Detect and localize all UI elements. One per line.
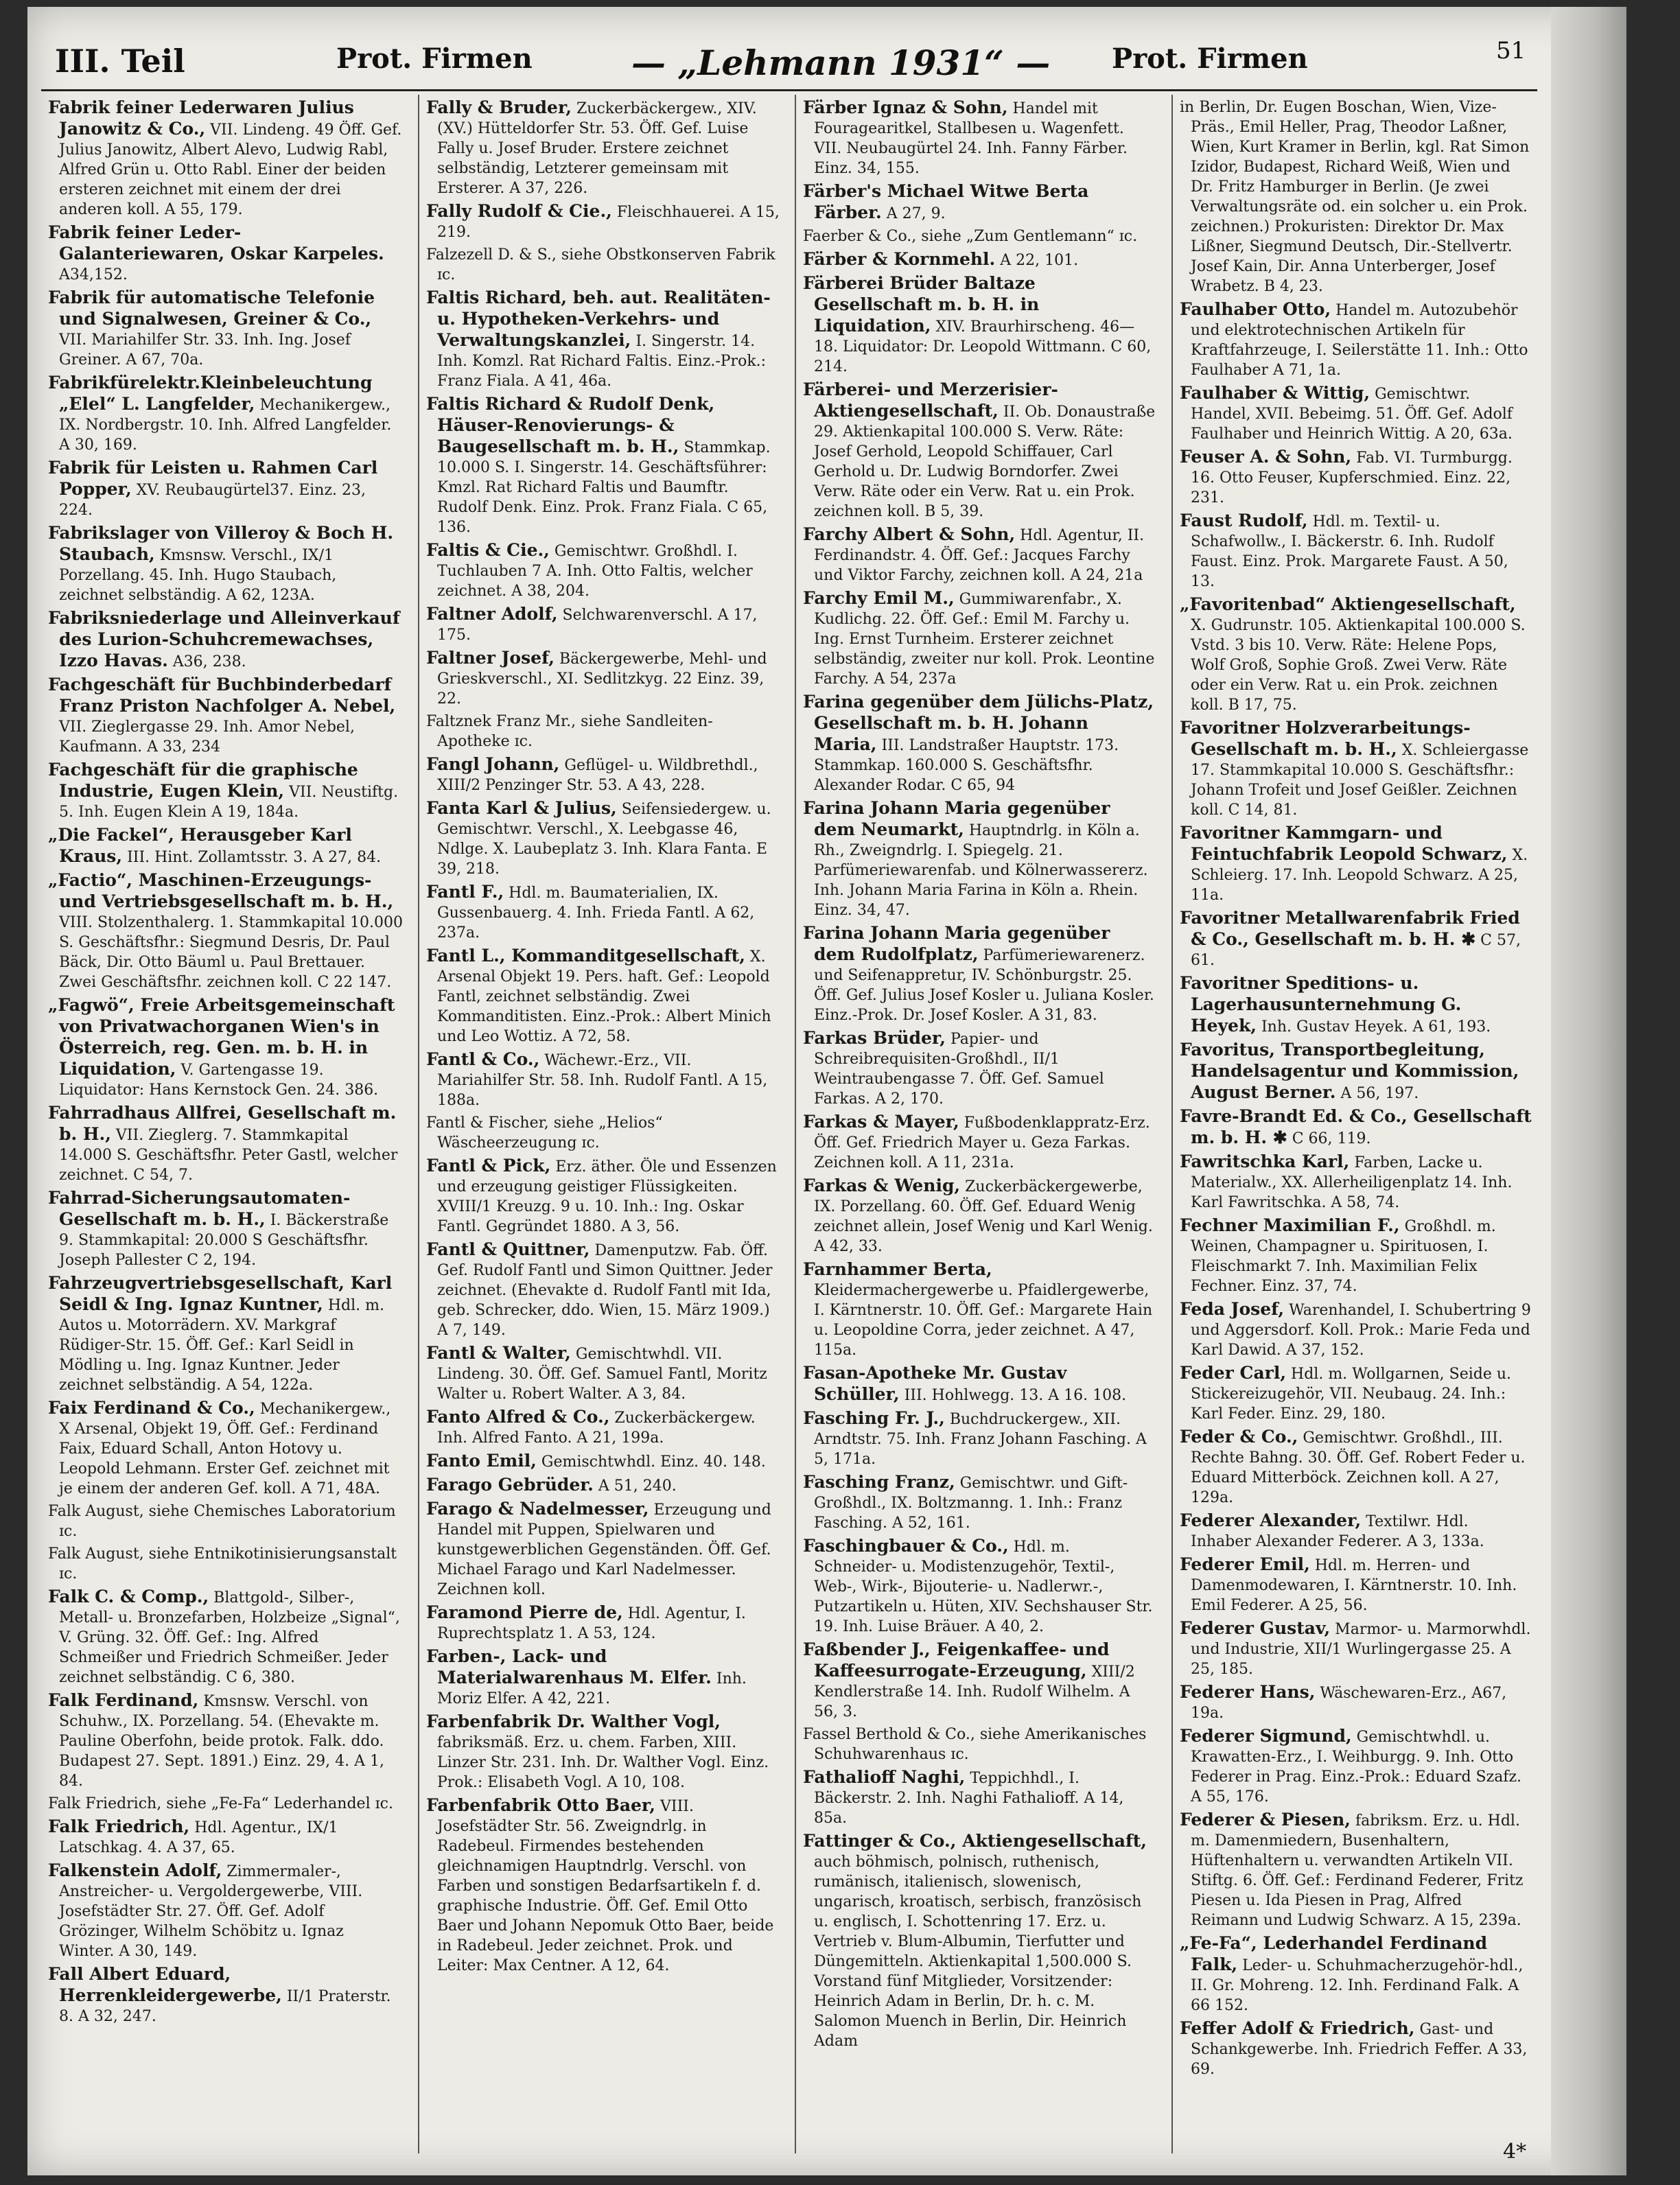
firm-name: Fabrikslager von Villeroy & Boch H. Staubach,	[48, 523, 394, 564]
directory-entry	[803, 1725, 1156, 1764]
firm-details: Erzeugung und Handel mit Puppen, Spielwaren und kunstgewerblichen Gegenständen. Öff. Gef. Michael Farago und Karl Nadelmesser. Zeichnen koll.	[437, 1502, 771, 1598]
firm-name: Fantl & Walter,	[426, 1343, 571, 1363]
directory-entry	[803, 1259, 1156, 1360]
firm-details: Zuckerbäckergewerbe, IX. Porzellang. 60. Öff. Gef. Eduard Wenig zeichnet allein, Josef Wenig und Karl Wenig. A 42, 33.	[814, 1178, 1153, 1255]
firm-details: II/1 Praterstr. 8. A 32, 247.	[59, 1988, 391, 2025]
firm-name: Farago Gebrüder.	[426, 1475, 594, 1495]
directory-entry	[48, 870, 403, 992]
directory-entry	[426, 288, 780, 391]
directory-entry	[426, 1343, 780, 1404]
firm-name: Fally & Bruder,	[426, 97, 572, 117]
firm-details: fabriksmäß. Erz. u. chem. Farben, XIII. Linzer Str. 231. Inh. Dr. Walther Vogl. Einz. Prok.: Elisabeth Vogl. A 10, 108.	[437, 1734, 769, 1791]
firm-name: Fachgeschäft für Buchbinderbedarf Franz Priston Nachfolger A. Nebel,	[48, 675, 396, 716]
firm-details: Erz. äther. Öle und Essenzen und erzeugung geistiger Flüssigkeiten. XVIII/1 Kreuzg. 9 u. 10. Inh.: Ing. Oskar Fantl. Gegründet 1880. A 3, 56.	[437, 1158, 777, 1235]
firm-details: Falk August, siehe Entnikotinisierungsanstalt ɪc.	[48, 1545, 397, 1582]
firm-details: C 57, 61.	[1191, 932, 1521, 969]
firm-details: A34,152.	[59, 266, 128, 283]
firm-name: Fabrik feiner Lederwaren Julius Janowitz & Co.,	[48, 97, 354, 139]
directory-entry	[803, 1767, 1156, 1828]
directory-entry	[48, 1273, 403, 1395]
directory-entry	[1180, 1554, 1533, 1615]
firm-name: Farbenfabrik Otto Baer,	[426, 1795, 655, 1815]
firm-name: „Die Fackel“, Herausgeber Karl Kraus,	[48, 825, 352, 866]
firm-name: Feuser A. & Sohn,	[1180, 447, 1352, 467]
firm-name: Favre-Brandt Ed. & Co., Gesellschaft m. b. H. ✱	[1180, 1106, 1532, 1147]
firm-name: Farchy Albert & Sohn,	[803, 524, 1016, 544]
column-4	[1171, 95, 1537, 2153]
directory-entry	[1180, 1810, 1533, 1930]
firm-name: Fantl L., Kommanditgesellschaft,	[426, 946, 745, 966]
firm-details: A 56, 197.	[1340, 1085, 1419, 1102]
directory-entry	[426, 1475, 780, 1496]
directory-entry	[803, 524, 1156, 585]
directory-entry	[426, 394, 780, 537]
directory-entry	[1180, 511, 1533, 592]
part-label: III. Teil	[55, 43, 185, 80]
directory-entry	[1180, 1363, 1533, 1424]
firm-details: II. Ob. Donaustraße 29. Aktienkapital 100.000 S. Verw. Räte: Josef Gerhold, Leopold Schiffauer, Carl Gerhold u. Dr. Ludwig Borndorfer. Zwei Verw. Räte oder ein Verw. Rat u. ein Prok. zeichnen koll. B 5, 39.	[814, 404, 1156, 520]
firm-name: Faix Ferdinand & Co.,	[48, 1398, 255, 1418]
firm-name: Fantl F.,	[426, 882, 504, 902]
directory-entry	[1180, 594, 1533, 715]
directory-entry	[1180, 718, 1533, 820]
directory-entry	[803, 1176, 1156, 1257]
directory-entry	[48, 995, 403, 1100]
firm-name: Feda Josef,	[1180, 1299, 1285, 1319]
firm-details: Farben, Lacke u. Materialw., XX. Allerheiligenplatz 14. Inh. Karl Fawritschka. A 58, 74.	[1191, 1154, 1513, 1211]
firm-name: Fangl Johann,	[426, 754, 560, 774]
firm-name: Faramond Pierre de,	[426, 1602, 623, 1622]
firm-details: Seifensiedergew. u. Gemischtwr. Verschl., X. Leebgasse 46, Ndlge. X. Laubeplatz 3. Inh. Klara Fanta. E 39, 218.	[437, 801, 771, 878]
firm-details: Gemischtwr. Großhdl., III. Rechte Bahng. 30. Öff. Gef. Robert Feder u. Eduard Mitterböck. Zeichnen koll. A 27, 129a.	[1191, 1429, 1526, 1506]
firm-name: Fanto Alfred & Co.,	[426, 1407, 610, 1427]
directory-entry	[48, 1398, 403, 1499]
firm-details: V. Gartengasse 19. Liquidator: Hans Kernstock Gen. 24. 386.	[59, 1062, 379, 1099]
firm-name: Farnhammer Berta,	[803, 1259, 992, 1279]
directory-entry	[1180, 383, 1533, 444]
firm-name: Farbenfabrik Dr. Walther Vogl,	[426, 1711, 721, 1731]
firm-name: Faßbender J., Feigenkaffee- und Kaffeesurrogate-Erzeugung,	[803, 1639, 1110, 1681]
firm-details: Zimmermaler-, Anstreicher- u. Vergoldergewerbe, VIII. Josefstädter Str. 27. Öff. Gef. Adolf Grözinger, Wilhelm Schöbitz u. Ignaz Winter. A 30, 149.	[59, 1863, 363, 1960]
firm-details: VII. Neustiftg. 5. Inh. Eugen Klein A 19, 184a.	[59, 784, 399, 821]
firm-details: in Berlin, Dr. Eugen Boschan, Wien, Vize-Präs., Emil Heller, Prag, Theodor Laßner, Wien, Kurt Kramer in Berlin, kgl. Rat Simon Izidor, Budapest, Richard Weiß, Wien und Dr. Fritz Hamburger in Berlin. (Je zwei Verwaltungsräte od. ein solcher u. ein Prok. zeichnen.) Prokuristen: Direktor Dr. Max Lißner, Siegmund Deutsch, Dir.-Stellvertr. Josef Kain, Dir. Anna Unterberger, Josef Wrabetz. B 4, 23.	[1180, 99, 1530, 295]
directory-entry	[426, 1407, 780, 1448]
firm-details: Textilwr. Hdl. Inhaber Alexander Federer. A 3, 133a.	[1191, 1513, 1484, 1550]
directory-entry	[48, 675, 403, 757]
firm-details: Selchwarenverschl. A 17, 175.	[437, 607, 758, 644]
directory-entry	[426, 1711, 780, 1792]
firm-name: Farago & Nadelmesser,	[426, 1499, 649, 1519]
firm-details: Faltznek Franz Mr., siehe Sandleiten-Apotheke ɪc.	[426, 713, 713, 750]
directory-entry	[426, 245, 780, 285]
firm-details: Zuckerbäckergew. Inh. Alfred Fanto. A 21, 199a.	[437, 1410, 756, 1447]
firm-details: auch böhmisch, polnisch, ruthenisch, rumänisch, italienisch, slowenisch, ungarisch, kroatisch, serbisch, französisch u. englisch, I. Schottenring 17. Erz. u. Vertrieb v. Blum-Albumin, Tierfutter und Düngemitteln. Aktienkapital 1,500.000 S. Vorstand fünf Mitglieder, Vorsitzender: Heinrich Adam in Berlin, Dr. h. c. M. Salomon Muench in Berlin, Dir. Heinrich Adam	[814, 1854, 1142, 2050]
firm-details: I. Bäckerstraße 9. Stammkapital: 20.000 S Geschäftsfhr. Joseph Pallester C 2, 194.	[59, 1212, 389, 1269]
directory-entry	[426, 712, 780, 751]
directory-entry	[803, 379, 1156, 522]
directory-entry	[1180, 2018, 1533, 2079]
firm-name: Fahrzeugvertriebsgesellschaft, Karl Seidl & Ing. Ignaz Kuntner,	[48, 1273, 393, 1314]
firm-name: Fabrikfürelektr.Kleinbeleuchtung „Elel“ L. Langfelder,	[48, 373, 373, 414]
firm-name: „Fagwö“, Freie Arbeitsgemeinschaft von Privatwachorganen Wien's in Österreich, reg. Gen. m. b. H. in Liquidation,	[48, 995, 395, 1079]
firm-details: Inh. Gustav Heyek. A 61, 193.	[1261, 1018, 1491, 1036]
firm-name: Fabrik für automatische Telefonie und Signalwesen, Greiner & Co.,	[48, 288, 375, 329]
firm-details: Inh. Moriz Elfer. A 42, 221.	[437, 1670, 747, 1707]
directory-entry	[1180, 97, 1533, 296]
firm-name: Fabrik feiner Leder-Galanteriewaren, Oskar Karpeles.	[48, 222, 384, 264]
directory-entry	[1180, 1510, 1533, 1552]
firm-name: Färber Ignaz & Sohn,	[803, 97, 1008, 117]
directory-entry	[48, 1860, 403, 1961]
section-title-left: Prot. Firmen	[336, 43, 533, 75]
directory-entry	[803, 923, 1156, 1025]
directory-entry	[426, 97, 780, 198]
firm-details: III. Hohlwegg. 13. A 16. 108.	[904, 1387, 1127, 1404]
firm-details: Bäckergewerbe, Mehl- und Grieskverschl., XI. Sedlitzkyg. 22 Einz. 39, 22.	[437, 651, 767, 708]
firm-name: Faulhaber Otto,	[1180, 299, 1331, 319]
directory-entry	[48, 1587, 403, 1687]
firm-name: Fasan-Apotheke Mr. Gustav Schüller,	[803, 1363, 1067, 1404]
firm-details: Fleischhauerei. A 15, 219.	[437, 204, 780, 241]
directory-entry	[48, 1502, 403, 1541]
directory-entry	[803, 1536, 1156, 1637]
publication-title: — „Lehmann 1931“ —	[631, 43, 1051, 83]
firm-details: fabriksm. Erz. u. Hdl. m. Damenmiedern, Busenhaltern, Hüftenhaltern u. verwandten Artikeln VII. Stiftg. 6. Öff. Gef.: Ferdinand Federer, Fritz Piesen u. Ida Piesen in Prag, Alfred Reimann und Ludwig Schwarz. A 15, 239a.	[1191, 1812, 1524, 1929]
firm-name: Färber & Kornmehl.	[803, 249, 996, 269]
firm-details: Kmsnsw. Verschl. von Schuhw., IX. Porzellang. 54. (Ehevakte m. Pauline Oberfohn, beide protok. Falk. ddo. Budapest 27. Sept. 1891.) Einz. 29, 4. A 1, 84.	[59, 1693, 384, 1790]
firm-name: Federer Emil,	[1180, 1554, 1310, 1574]
firm-details: XV. Reubaugürtel37. Einz. 23, 224.	[59, 482, 366, 519]
directory-entry	[803, 1639, 1156, 1722]
directory-entry	[48, 1188, 403, 1270]
directory-entry	[803, 1472, 1156, 1533]
page-header	[41, 34, 1537, 91]
firm-details: Gast- und Schankgewerbe. Inh. Friedrich Feffer. A 33, 69.	[1191, 2021, 1528, 2078]
directory-entry	[48, 373, 403, 455]
directory-entry	[426, 882, 780, 943]
firm-name: Federer & Piesen,	[1180, 1810, 1351, 1830]
firm-name: Farina gegenüber dem Jülichs-Platz, Gesellschaft m. b. H. Johann Maria,	[803, 692, 1154, 754]
directory-entry	[426, 1451, 780, 1472]
firm-details: Stammkap. 10.000 S. I. Singerstr. 14. Geschäftsführer: Kmzl. Rat Richard Faltis und Baumftr. Rudolf Denk. Einz. Prok. Franz Fiala. C 65, 136.	[437, 439, 771, 536]
directory-entry	[48, 97, 403, 220]
firm-name: „Factio“, Maschinen-Erzeugungs- und Vertriebsgesellschaft m. b. H.,	[48, 870, 394, 911]
column-1	[41, 95, 407, 2153]
firm-name: Farben-, Lack- und Materialwarenhaus M. Elfer.	[426, 1646, 712, 1687]
directory-entry	[1180, 1040, 1533, 1103]
firm-name: Federer Gustav,	[1180, 1618, 1331, 1638]
firm-name: Feder Carl,	[1180, 1363, 1287, 1383]
firm-details: Falk August, siehe Chemisches Laboratorium ɪc.	[48, 1503, 396, 1540]
firm-details: XIV. Braurhirscheng. 46—18. Liquidator: Dr. Leopold Wittmann. C 60, 214.	[814, 318, 1152, 375]
firm-name: Farina Johann Maria gegenüber dem Rudolfplatz,	[803, 923, 1110, 964]
firm-details: Kleidermachergewerbe u. Pfaidlergewerbe, I. Kärntnerstr. 10. Öff. Gef.: Margarete Hain u. Leopoldine Corra, jeder zeichnet. A 47, 115a.	[814, 1282, 1153, 1359]
directory-entry	[803, 226, 1156, 246]
firm-name: Farchy Emil M.,	[803, 588, 955, 608]
directory-entry	[426, 1602, 780, 1644]
firm-name: Farkas & Wenig,	[803, 1176, 961, 1195]
directory-entry	[426, 1113, 780, 1153]
firm-details: III. Hint. Zollamtsstr. 3. A 27, 84.	[127, 849, 382, 866]
firm-details: Fab. VI. Turmburgg. 16. Otto Feuser, Kupferschmied. Einz. 22, 231.	[1191, 449, 1513, 506]
firm-details: C 66, 119.	[1292, 1130, 1371, 1147]
directory-entry	[1180, 973, 1533, 1037]
directory-entry	[803, 1408, 1156, 1469]
firm-details: Zuckerbäckergew., XIV. (XV.) Hütteldorfer Str. 53. Öff. Gef. Luise Fally u. Josef Bruder. Erstere zeichnet selbständig, Letzterer gemeinsam mit Ersterer. A 37, 226.	[437, 100, 757, 197]
firm-name: Fattinger & Co., Aktiengesellschaft,	[803, 1831, 1147, 1851]
firm-details: Gemischtwhdl. u. Krawatten-Erz., I. Weihburgg. 9. Inh. Otto Federer in Prag. Einz.-Prok.: Eduard Szafz. A 55, 176.	[1191, 1729, 1522, 1806]
firm-name: „Fe-Fa“, Lederhandel Ferdinand Falk,	[1180, 1933, 1488, 1974]
firm-details: Parfümeriewarenerz. und Seifenappretur, IV. Schönburgstr. 25. Öff. Gef. Julius Josef Kosler u. Juliana Kosler. Einz.-Prok. Dr. Josef Kosler. A 31, 83.	[814, 947, 1154, 1024]
firm-name: Fechner Maximilian F.,	[1180, 1215, 1400, 1235]
firm-details: Falk Friedrich, siehe „Fe-Fa“ Lederhandel ɪc.	[48, 1795, 393, 1812]
firm-details: A36, 238.	[172, 653, 246, 670]
firm-details: Hdl. Agentur, I. Ruprechtsplatz 1. A 53, 124.	[437, 1605, 746, 1642]
firm-details: Hdl. m. Schneider- u. Modistenzugehör, Textil-, Web-, Wirk-, Bijouterie- u. Nadlerwr.-, Putzartikeln u. Hüten, XIV. Sechshauser Str. 19. Inh. Luise Bräuer. A 40, 2.	[814, 1539, 1153, 1635]
firm-details: X. Schleierg. 17. Inh. Leopold Schwarz. A 25, 11a.	[1191, 847, 1528, 904]
firm-name: Fally Rudolf & Cie.,	[426, 201, 612, 221]
firm-name: Faltner Adolf,	[426, 604, 558, 624]
firm-name: Falk Ferdinand,	[48, 1690, 199, 1710]
firm-details: Hdl. Agentur., IX/1 Latschkag. 4. A 37, 65.	[59, 1819, 338, 1856]
firm-name: Faulhaber & Wittig,	[1180, 383, 1370, 403]
firm-details: Fassel Berthold & Co., siehe Amerikanisches Schuhwarenhaus ɪc.	[803, 1726, 1147, 1763]
firm-details: Teppichhdl., I. Bäckerstr. 2. Inh. Naghi Fathalioff. A 14, 85a.	[814, 1770, 1124, 1827]
directory-entry	[48, 1690, 403, 1791]
directory-entry	[803, 97, 1156, 178]
directory-entry	[426, 201, 780, 242]
firm-name: Fanta Karl & Julius,	[426, 798, 617, 818]
directory-entry	[1180, 1427, 1533, 1508]
firm-name: Falkenstein Adolf,	[48, 1860, 222, 1880]
directory-entry	[1180, 1106, 1533, 1149]
firm-name: Falk C. & Comp.,	[48, 1587, 209, 1606]
firm-name: Feffer Adolf & Friedrich,	[1180, 2018, 1415, 2038]
directory-entry	[426, 798, 780, 879]
firm-details: Blattgold-, Silber-, Metall- u. Bronzefarben, Holzbeize „Signal“, V. Grüng. 32. Öff. Gef.: Ing. Alfred Schmeißer und Friedrich Schmeißer. Jeder zeichnet selbständig. C 6, 380.	[59, 1589, 400, 1686]
page-edge	[1551, 7, 1626, 2175]
directory-entry	[1180, 1152, 1533, 1213]
firm-details: Wächewr.-Erz., VII. Mariahilfer Str. 58. Inh. Rudolf Fantl. A 15, 188a.	[437, 1052, 768, 1109]
firm-details: VII. Zieglergasse 29. Inh. Amor Nebel, Kaufmann. A 33, 234	[59, 718, 355, 756]
firm-details: Warenhandel, I. Schubertring 9 und Aggersdorf. Koll. Prok.: Marie Feda und Karl Dawid. A 37, 152.	[1191, 1302, 1531, 1359]
firm-name: Fahrradhaus Allfrei, Gesellschaft m. b. H.,	[48, 1103, 397, 1144]
firm-details: VIII. Stolzenthalerg. 1. Stammkapital 10.000 S. Geschäftsfhr.: Siegmund Desris, Dr. Paul Bäck, Dir. Otto Bäuml u. Paul Brettauer. Zwei Geschäftsfhr. zeichnen koll. C 22 147.	[59, 914, 403, 991]
firm-name: Farkas & Mayer,	[803, 1112, 959, 1132]
directory-entry	[48, 1103, 403, 1185]
firm-details: Faerber & Co., siehe „Zum Gentlemann“ ɪc.	[803, 228, 1138, 245]
directory-entry	[426, 648, 780, 709]
firm-name: Faust Rudolf,	[1180, 511, 1308, 530]
column-3	[795, 95, 1160, 2153]
firm-details: Mechanikergew., X Arsenal, Objekt 19, Öff. Gef.: Ferdinand Faix, Eduard Schall, Anton Hotovy u. Leopold Lehmann. Erster Gef. zeichnet mit je einem der anderen Gef. koll. A 71, 48A.	[59, 1401, 391, 1497]
firm-name: Färber's Michael Witwe Berta Färber.	[803, 181, 1089, 222]
directory-entry	[1180, 1299, 1533, 1360]
firm-name: Fasching Franz,	[803, 1472, 955, 1492]
directory-entry	[426, 1646, 780, 1709]
directory-entry	[803, 273, 1156, 377]
firm-details: Gemischtwr. Handel, XVII. Bebeimg. 51. Öff. Gef. Adolf Faulhaber und Heinrich Wittig. A 20, 63a.	[1191, 386, 1513, 443]
firm-details: Marmor- u. Marmorwhdl. und Industrie, XII/1 Wurlingergasse 25. A 25, 185.	[1191, 1621, 1531, 1678]
directory-entry	[1180, 299, 1533, 380]
firm-details: X. Gudrunstr. 105. Aktienkapital 100.000 S. Vstd. 3 bis 10. Verw. Räte: Helene Pops, Wolf Groß, Sophie Groß. Zwei Verw. Räte oder ein Verw. Rat u. ein Prok. zeichnen koll. B 17, 75.	[1191, 617, 1526, 714]
directory-entry	[426, 1239, 780, 1340]
firm-details: Gemischtwhdl. VII. Lindeng. 30. Öff. Gef. Samuel Fantl, Moritz Walter u. Robert Walter. A 3, 84.	[437, 1346, 767, 1403]
firm-name: Farina Johann Maria gegenüber dem Neumarkt,	[803, 798, 1110, 839]
firm-details: VII. Lindeng. 49 Öff. Gef. Julius Janowitz, Albert Alevo, Ludwig Rabl, Alfred Grün u. Otto Rabl. Einer der beiden ersteren zeichnet mit einem der drei anderen koll. A 55, 179.	[59, 121, 402, 218]
firm-details: Großhdl. m. Weinen, Champagner u. Spirituosen, I. Fleischmarkt 7. Inh. Maximilian Felix Fechner. Einz. 37, 74.	[1191, 1218, 1496, 1295]
firm-details: Kmsnsw. Verschl., IX/1 Porzellang. 45. Inh. Hugo Staubach, zeichnet selbständig. A 62, 123A.	[59, 547, 337, 604]
firm-name: Faltis & Cie.,	[426, 540, 550, 560]
directory-entry	[803, 1028, 1156, 1109]
signature-mark: 4*	[1503, 2140, 1527, 2164]
firm-name: Feder & Co.,	[1180, 1427, 1298, 1447]
directory-entry	[48, 1964, 403, 2026]
firm-details: X. Arsenal Objekt 19. Pers. haft. Gef.: Leopold Fantl, zeichnet selbständig. Zwei Kommanditisten. Einz.-Prok.: Albert Minich und Leo Wottiz. A 72, 58.	[437, 948, 771, 1045]
directory-entry	[48, 458, 403, 520]
firm-details: Papier- und Schreibrequisiten-Großhdl., II/1 Weintraubengasse 7. Öff. Gef. Samuel Farkas. A 2, 170.	[814, 1031, 1104, 1108]
directory-entry	[1180, 1726, 1533, 1807]
firm-details: Geflügel- u. Wildbrethdl., XIII/2 Penzinger Str. 53. A 43, 228.	[437, 757, 758, 794]
firm-name: Favoritner Speditions- u. Lagerhausunternehmung G. Heyek,	[1180, 973, 1462, 1036]
firm-details: A 51, 240.	[598, 1477, 677, 1495]
firm-details: Damenputzw. Fab. Öff. Gef. Rudolf Fantl und Simon Quittner. Jeder zeichnet. (Ehevakte d. Rudolf Fantl mit Ida, geb. Schrecker, ddo. Wien, 15. März 1909.) A 7, 149.	[437, 1242, 773, 1339]
firm-name: Fanto Emil,	[426, 1451, 537, 1471]
directory-entry	[426, 540, 780, 601]
directory-entry	[803, 798, 1156, 920]
directory-page	[27, 7, 1626, 2175]
directory-entry	[803, 588, 1156, 689]
directory-entry	[803, 249, 1156, 270]
firm-name: Fawritschka Karl,	[1180, 1152, 1350, 1171]
firm-details: Mechanikergew., IX. Nordbergstr. 10. Inh. Alfred Langfelder. A 30, 169.	[59, 397, 392, 454]
directory-entry	[426, 1795, 780, 1976]
firm-name: Farkas Brüder,	[803, 1028, 946, 1048]
firm-details: Handel m. Autozubehör und elektrotechnischen Artikeln für Kraftfahrzeuge, I. Seilerstätte 11. Inh.: Otto Faulhaber A 71, 1a.	[1191, 302, 1528, 379]
firm-name: Faltis Richard, beh. aut. Realitäten- u. Hypotheken-Verkehrs- und Verwaltungskanzlei,	[426, 288, 771, 350]
firm-details: Gemischtwr. und Gift-Großhdl., IX. Boltzmanng. 1. Inh.: Franz Fasching. A 52, 161.	[814, 1475, 1128, 1532]
directory-entry	[48, 288, 403, 370]
firm-details: Gemischtwr. Großhdl. I. Tuchlauben 7 A. Inh. Otto Faltis, welcher zeichnet. A 38, 204.	[437, 543, 753, 600]
firm-name: Federer Alexander,	[1180, 1510, 1362, 1530]
directory-entry	[48, 760, 403, 822]
firm-details: A 27, 9.	[886, 205, 946, 222]
firm-details: VIII. Josefstädter Str. 56. Zweigndrlg. in Radebeul. Firmendes bestehenden gleichnamigen Hauptndrlg. Verschl. von Farben und sonstigen Bedarfsartikeln f. d. graphische Industrie. Öff. Gef. Emil Otto Baer und Johann Nepomuk Otto Baer, beide in Radebeul. Jeder zeichnet. Prok. und Leiter: Max Centner. A 12, 64.	[437, 1798, 774, 1974]
directory-entry	[426, 1499, 780, 1600]
directory-entry	[803, 1363, 1156, 1405]
firm-details: Gummiwarenfabr., X. Kudlichg. 22. Öff. Gef.: Emil M. Farchy u. Ing. Ernst Turnheim. Ersterer zeichnet selbständig, zweiter nur koll. Prok. Leontine Farchy. A 54, 237a	[814, 591, 1155, 688]
firm-name: Färberei Brüder Baltaze Gesellschaft m. b. H. in Liquidation,	[803, 273, 1040, 336]
directory-entry	[1180, 1618, 1533, 1679]
firm-name: Faltner Josef,	[426, 648, 555, 668]
directory-entry	[48, 1816, 403, 1858]
firm-details: Fantl & Fischer, siehe „Helios“ Wäscheerzeugung ɪc.	[426, 1114, 663, 1152]
firm-name: Fasching Fr. J.,	[803, 1408, 945, 1428]
firm-details: A 22, 101.	[1000, 252, 1079, 269]
firm-details: XIII/2 Kendlerstraße 14. Inh. Rudolf Wilhelm. A 56, 3.	[814, 1663, 1135, 1720]
directory-entry	[426, 946, 780, 1047]
firm-details: I. Singerstr. 14. Inh. Komzl. Rat Richard Faltis. Einz.-Prok.: Franz Fiala. A 41, 46a.	[437, 333, 767, 390]
directory-entry	[426, 754, 780, 795]
firm-details: VII. Mariahilfer Str. 33. Inh. Ing. Josef Greiner. A 67, 70a.	[59, 331, 351, 369]
directory-entry	[48, 608, 403, 672]
firm-details: Hdl. m. Textil- u. Schafwollw., I. Bäckerstr. 6. Inh. Rudolf Faust. Einz. Prok. Margarete Faust. A 50, 13.	[1191, 513, 1508, 590]
firm-name: Fabrik für Leisten u. Rahmen Carl Popper,	[48, 458, 378, 499]
firm-details: III. Landstraßer Hauptstr. 173. Stammkap. 160.000 S. Geschäftsfhr. Alexander Rodar. C 65, 94	[814, 737, 1119, 794]
directory-entry	[1180, 447, 1533, 508]
page-number: 51	[1496, 37, 1526, 65]
firm-details: Gemischtwhdl. Einz. 40. 148.	[541, 1453, 766, 1471]
firm-name: Fathalioff Naghi,	[803, 1767, 966, 1787]
directory-entry	[48, 523, 403, 605]
directory-entry	[48, 825, 403, 867]
firm-name: Fahrrad-Sicherungsautomaten-Gesellschaft m. b. H.,	[48, 1188, 351, 1229]
directory-entry	[803, 1831, 1156, 2051]
directory-entry	[1180, 908, 1533, 970]
directory-entry	[48, 222, 403, 285]
firm-name: Fall Albert Eduard, Herrenkleidergewerbe,	[48, 1964, 282, 2005]
directory-entry	[48, 1794, 403, 1814]
firm-details: Handel mit Fouragearitkel, Stallbesen u. Wagenfett. VII. Neubaugürtel 24. Inh. Fanny Färber. Einz. 34, 155.	[814, 100, 1128, 177]
firm-name: Favoritner Holzverarbeitungs-Gesellschaft m. b. H.,	[1180, 718, 1471, 759]
firm-name: Falk Friedrich,	[48, 1816, 190, 1836]
firm-name: Färberei- und Merzerisier-Aktiengesellschaft,	[803, 379, 1058, 421]
firm-details: Wäschewaren-Erz., A67, 19a.	[1191, 1685, 1507, 1722]
firm-name: Faschingbauer & Co.,	[803, 1536, 1009, 1556]
directory-entry	[1180, 1933, 1533, 2015]
directory-entry	[1180, 1682, 1533, 1723]
directory-entry	[803, 181, 1156, 224]
firm-name: „Favoritenbad“ Aktiengesellschaft,	[1180, 594, 1516, 614]
firm-details: Falzezell D. & S., siehe Obstkonserven Fabrik ɪc.	[426, 246, 775, 283]
firm-details: Hdl. m. Autos u. Motorrädern. XV. Markgraf Rüdiger-Str. 15. Öff. Gef.: Karl Seidl in Mödling u. Ing. Ignaz Kuntner. Jeder zeichnet selbständig. A 54, 122a.	[59, 1297, 384, 1394]
directory-entry	[1180, 823, 1533, 905]
firm-details: Hauptndrlg. in Köln a. Rh., Zweigndrlg. I. Spiegelg. 21. Parfümeriewarenfab. und Kölnerwassererz. Inh. Johann Maria Farina in Köln a. Rhein. Einz. 34, 47.	[814, 822, 1148, 919]
firm-name: Federer Hans,	[1180, 1682, 1316, 1702]
firm-name: Fantl & Quittner,	[426, 1239, 590, 1259]
directory-entry	[48, 1544, 403, 1584]
directory-entry	[1180, 1215, 1533, 1296]
firm-name: Fachgeschäft für die graphische Industrie, Eugen Klein,	[48, 760, 358, 801]
firm-details: Buchdruckergew., XII. Arndtstr. 75. Inh. Franz Johann Fasching. A 5, 171a.	[814, 1411, 1147, 1468]
directory-entry	[426, 1049, 780, 1110]
firm-name: Fantl & Pick,	[426, 1156, 551, 1176]
firm-name: Favoritner Metallwarenfabrik Fried & Co., Gesellschaft m. b. H. ✱	[1180, 908, 1520, 949]
firm-details: Hdl. m. Wollgarnen, Seide u. Stickereizugehör, VII. Neubaug. 24. Inh.: Karl Feder. Einz. 29, 180.	[1191, 1366, 1512, 1423]
firm-details: Hdl. m. Baumaterialien, IX. Gussenbauerg. 4. Inh. Frieda Fantl. A 62, 237a.	[437, 885, 755, 942]
column-2	[418, 95, 784, 2153]
firm-name: Federer Sigmund,	[1180, 1726, 1352, 1746]
firm-name: Faltis Richard & Rudolf Denk, Häuser-Renovierungs- & Baugesellschaft m. b. H.,	[426, 394, 715, 456]
directory-entry	[426, 1156, 780, 1237]
firm-name: Favoritus, Transportbegleitung, Handelsagentur und Kommission, August Berner.	[1180, 1040, 1519, 1102]
directory-entry	[803, 1112, 1156, 1173]
firm-details: X. Schleiergasse 17. Stammkapital 10.000 S. Geschäftsfhr.: Johann Trofeit und Josef Geißler. Zeichnen koll. C 14, 81.	[1191, 742, 1529, 819]
section-title-right: Prot. Firmen	[1112, 43, 1308, 75]
firm-details: Hdl. Agentur, II. Ferdinandstr. 4. Öff. Gef.: Jacques Farchy und Viktor Farchy, zeichnen koll. A 24, 21a	[814, 527, 1145, 584]
firm-details: VII. Zieglerg. 7. Stammkapital 14.000 S. Geschäftsfhr. Peter Gastl, welcher zeichnet. C 54, 7.	[59, 1127, 398, 1184]
directory-entry	[803, 692, 1156, 795]
firm-name: Fantl & Co.,	[426, 1049, 540, 1069]
firm-name: Favoritner Kammgarn- und Feintuchfabrik Leopold Schwarz,	[1180, 823, 1508, 864]
firm-details: Hdl. m. Herren- und Damenmodewaren, I. Kärntnerstr. 10. Inh. Emil Federer. A 25, 56.	[1191, 1557, 1517, 1614]
firm-name: Fabriksniederlage und Alleinverkauf des Lurion-Schuhcremewachses, Izzo Havas.	[48, 608, 400, 670]
directory-entry	[426, 604, 780, 645]
firm-details: Leder- u. Schuhmacherzugehör-hdl., II. Gr. Mohreng. 12. Inh. Ferdinand Falk. A 66 152.	[1191, 1957, 1524, 2014]
firm-details: Fußbodenklappratz-Erz. Öff. Gef. Friedrich Mayer u. Geza Farkas. Zeichnen koll. A 11, 231a.	[814, 1114, 1150, 1171]
directory-columns	[41, 95, 1537, 2153]
